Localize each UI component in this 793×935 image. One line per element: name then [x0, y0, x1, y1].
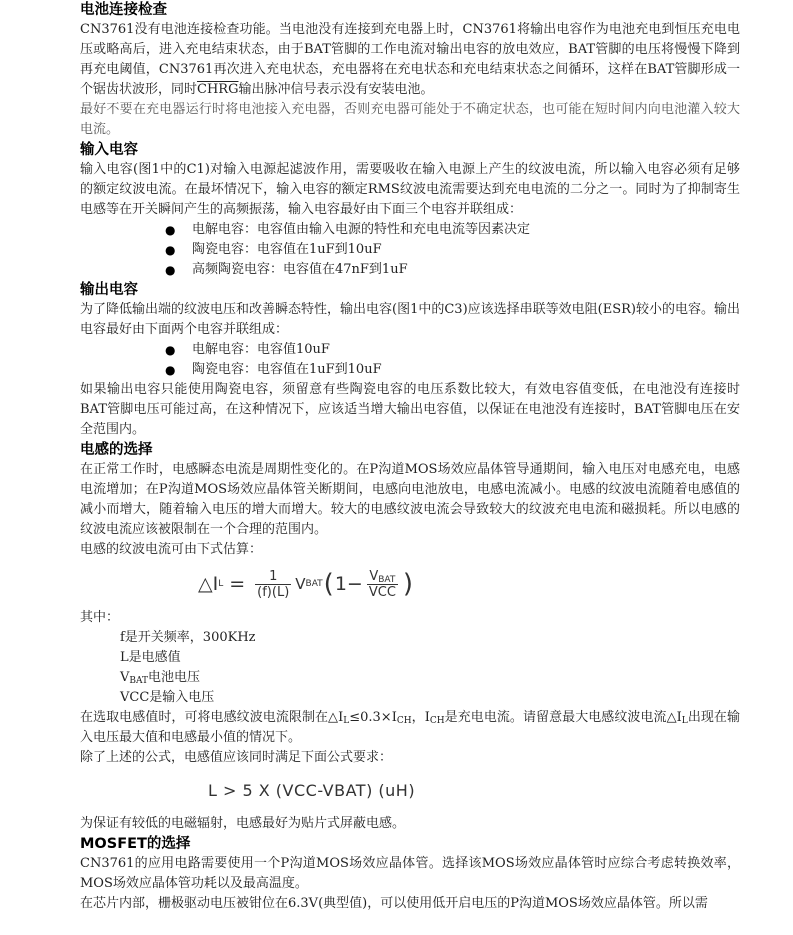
definition-line: VCC是输入电压 — [120, 690, 215, 705]
subscript: L — [343, 716, 350, 726]
definition-symbol-sub: BAT — [129, 676, 149, 686]
formula-lhs: △I — [198, 573, 219, 595]
definition-line: L是电感值 — [120, 650, 181, 665]
list-item: ● 陶瓷电容：电容值在1uF到10uF — [165, 360, 740, 380]
section-title-input-capacitor: 输入电容 — [80, 142, 138, 158]
definition-line: f是开关频率，300KHz — [120, 630, 256, 645]
formula-close-paren: ) — [402, 569, 414, 599]
bullet-list — [80, 220, 740, 280]
chrg-pin-label: CHRG — [197, 82, 239, 97]
paragraph-text: 输出脉冲信号表示没有安装电池。 — [238, 82, 434, 97]
paragraph: 为保证有较低的电磁辐射，电感最好为贴片式屏蔽电感。 — [80, 816, 406, 831]
list-item: ● 高频陶瓷电容：电容值在47nF到1uF — [165, 260, 740, 280]
paragraph-text: 是充电电流。请留意最大电感纹波电流△I — [444, 710, 682, 725]
list-item: ● 电解电容：电容值由输入电源的特性和充电电流等因素决定 — [165, 220, 740, 240]
subscript: L — [681, 716, 688, 726]
formula-numerator: 1 — [269, 568, 278, 584]
list-item: ● 电解电容：电容值10uF — [165, 340, 740, 360]
ripple-current-formula: △I L = $\frac{1}{(f)(L)}$ V BAT ( 1− $\frac{V_{BAT}}{\text{VCC}}$ ) — [198, 568, 414, 600]
paragraph: 在芯片内部，栅极驱动电压被钳位在6.3V(典型值)，可以使用低开启电压的P沟道MOS场效应晶体管。所以需 — [80, 896, 708, 911]
subscript: CH — [396, 716, 412, 726]
formula-denominator: (f)(L) — [257, 584, 290, 600]
formula-equals: = — [229, 573, 246, 595]
paragraph — [80, 708, 740, 748]
paragraph-text: CN3761没有电池连接检查功能。当电池没有连接到充电器上时，CN3761将输出电容作为电池充电到恒压充电电压或略高后，进入充电结束状态，由于BAT管脚的工作电流对输出电容的放电效应，BAT管脚的电压将慢慢下降到再充电阈值，CN3761再次进入充电状态，充电器将在充电状态和充电结束状态之间循环，这样在BAT管脚形成一个锯齿状波形，同时 — [80, 22, 740, 97]
subscript: CH — [429, 716, 445, 726]
paragraph: 其中： — [80, 610, 120, 625]
paragraph: 如果输出电容只能使用陶瓷电容，须留意有些陶瓷电容的电压系数比较大，有效电容值变低，在电池没有连接时BAT管脚电压可能过高，在这种情况下，应该适当增大输出电容值，以保证在电池没有连接时，BAT管脚电压在安全范围内。 — [80, 382, 740, 437]
formula-numerator — [367, 569, 397, 584]
formula-fraction — [255, 569, 291, 600]
formula-fraction — [367, 569, 398, 600]
paragraph-text: ，I — [411, 710, 430, 725]
paragraph-text: ≤0.3×I — [349, 710, 397, 725]
formula-numerator-sub: BAT — [378, 574, 396, 585]
paragraph: 电感的纹波电流可由下式估算： — [80, 542, 263, 557]
paragraph-text: 在选取电感值时，可将电感纹波电流限制在△I — [80, 710, 344, 725]
paragraph: 在正常工作时，电感瞬态电流是周期性变化的。在P沟道MOS场效应晶体管导通期间，输入电压对电感充电，电感电流增加；在P沟道MOS场效应晶体管关断期间，电感向电池放电，电感电流减小。电感的纹波电流随着电感值的减小而增大，随着输入电压的增大而增大。较大的电感纹波电流会导致较大的纹波充电电流和磁损耗。所以电感的纹波电流应该被限制在一个合理的范围内。 — [80, 462, 740, 537]
formula-open-paren: ( — [323, 569, 334, 599]
paragraph — [80, 20, 740, 100]
paragraph: 为了降低输出端的纹波电压和改善瞬态特性，输出电容(图1中的C3)应该选择串联等效电阻(ESR)较小的电容。输出电容最好由下面两个电容并联组成： — [80, 302, 740, 337]
formula-vbat: V — [295, 575, 306, 593]
definition-symbol: V — [120, 670, 130, 685]
document-page — [80, 0, 740, 914]
paragraph: 除了上述的公式，电感值应该同时满足下面公式要求： — [80, 750, 393, 765]
definition-line — [80, 668, 740, 688]
section-title-output-capacitor: 输出电容 — [80, 282, 138, 298]
paragraph-text: 出现在输入电压最大值和电感最小值的情况下。 — [80, 710, 740, 745]
list-item: ● 陶瓷电容：电容值在1uF到10uF — [165, 240, 740, 260]
formula-one-minus: 1− — [334, 573, 363, 595]
section-title-inductor: 电感的选择 — [80, 442, 153, 458]
paragraph: 输入电容(图1中的C1)对输入电源起滤波作用，需要吸收在输入电源上产生的纹波电流，所以输入电容必须有足够的额定纹波电流。在最坏情况下，输入电容的额定RMS纹波电流需要达到充电电流的二分之一。同时为了抑制寄生电感等在开关瞬间产生的高频振荡，输入电容最好由下面三个电容并联组成： — [80, 162, 740, 217]
formula-numerator-v: V — [369, 568, 379, 584]
bullet-list — [80, 340, 740, 380]
inductor-min-formula: L > 5 X (VCC-VBAT) (uH) — [208, 781, 416, 800]
section-title-mosfet: MOSFET的选择 — [80, 836, 191, 852]
formula-denominator: VCC — [368, 584, 396, 600]
definition-text: 电池电压 — [148, 670, 201, 685]
paragraph: CN3761的应用电路需要使用一个P沟道MOS场效应晶体管。选择该MOS场效应晶体管时应综合考虑转换效率，MOS场效应晶体管功耗以及最高温度。 — [80, 856, 740, 891]
section-title-battery-check: 电池连接检查 — [80, 2, 167, 18]
paragraph: 最好不要在充电器运行时将电池接入充电器，否则充电器可能处于不确定状态，也可能在短时间内向电池灌入较大电流。 — [80, 102, 740, 137]
